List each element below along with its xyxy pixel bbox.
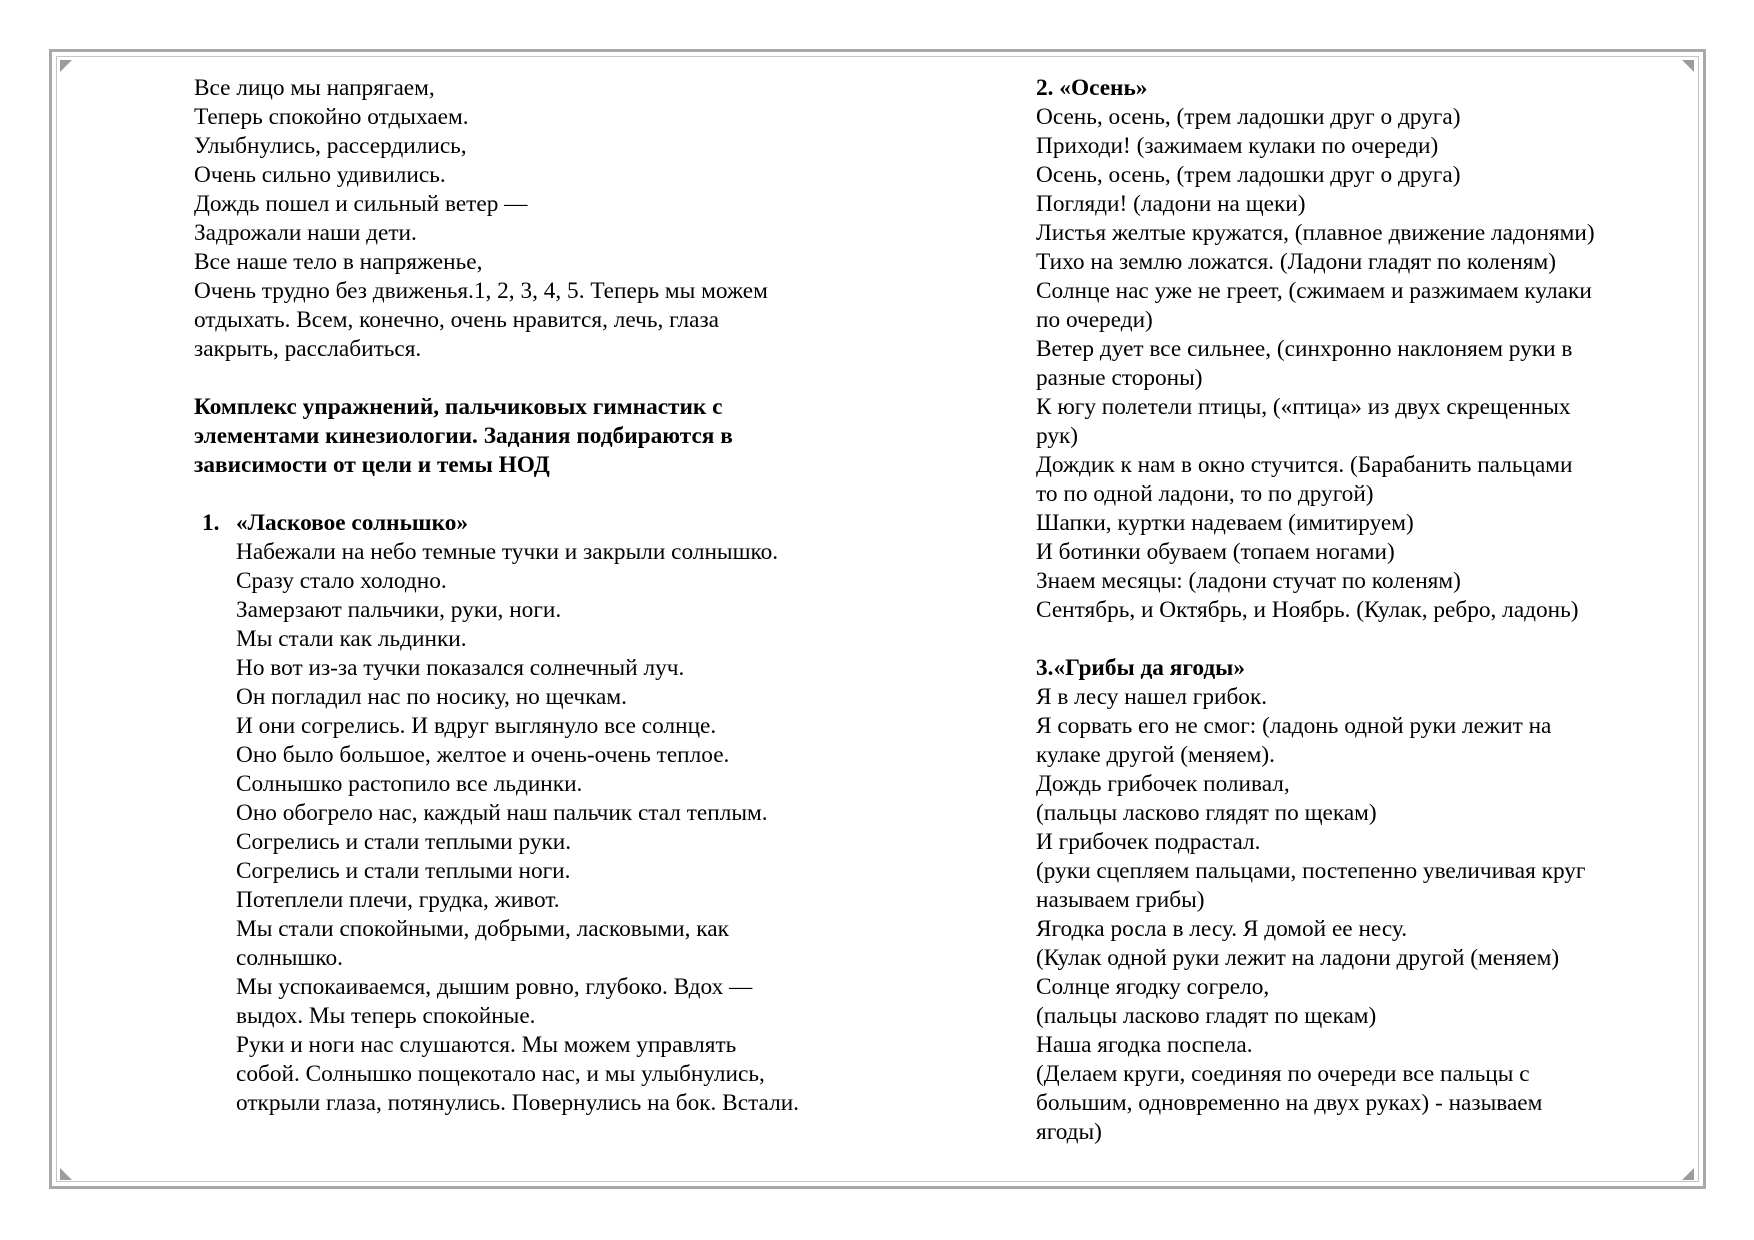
exercise-line: Наша ягодка поспела. [1036, 1032, 1253, 1058]
exercise-line: (пальцы ласково глядят по щекам) [1036, 800, 1377, 826]
right-column [1036, 74, 1595, 1147]
heading-line: элементами кинезиологии. Задания подбираются в [194, 423, 733, 449]
poem-line: Очень трудно без движенья.1, 2, 3, 4, 5. Теперь мы можем [194, 278, 768, 304]
exercise-line: Ягодка росла в лесу. Я домой ее несу. [1036, 916, 1408, 942]
exercise-line: Листья желтые кружатся, (плавное движение ладонями) [1036, 220, 1595, 246]
exercise-3 [1036, 654, 1595, 1147]
exercise-2 [1036, 74, 1595, 625]
exercise-line: И ботинки обуваем (топаем ногами) [1036, 539, 1395, 565]
frame-corner-ornament [1682, 60, 1694, 72]
exercise-line: солнышко. [236, 945, 343, 971]
exercise-line: Он погладил нас по носику, но щечкам. [236, 684, 627, 710]
poem-line: Очень сильно удивились. [194, 162, 446, 188]
exercise-line: Мы стали спокойными, добрыми, ласковыми, как [236, 916, 729, 942]
exercise-1 [194, 509, 799, 1118]
exercise-line: Сентябрь, и Октябрь, и Ноябрь. (Кулак, ребро, ладонь) [1036, 597, 1579, 623]
exercise-line: (Делаем круги, соединяя по очереди все пальцы с [1036, 1061, 1530, 1087]
exercise-line: Погляди! (ладони на щеки) [1036, 191, 1306, 217]
frame-corner-ornament [60, 1168, 72, 1180]
exercise-line: кулаке другой (меняем). [1036, 742, 1275, 768]
poem-line: Улыбнулись, рассердились, [194, 133, 467, 159]
relaxation-poem [194, 74, 799, 364]
left-column [194, 74, 799, 1118]
exercise-line: ягоды) [1036, 1119, 1102, 1145]
exercise-title: 3.«Грибы да ягоды» [1036, 655, 1245, 681]
exercise-line: выдох. Мы теперь спокойные. [236, 1003, 536, 1029]
exercise-line: И грибочек подрастал. [1036, 829, 1261, 855]
exercise-title: 2. «Осень» [1036, 75, 1148, 101]
exercise-line: Мы успокаиваемся, дышим ровно, глубоко. Вдох — [236, 974, 753, 1000]
poem-line: Все наше тело в напряженье, [194, 249, 483, 275]
exercise-line: Приходи! (зажимаем кулаки по очереди) [1036, 133, 1439, 159]
exercise-line: Дождь грибочек поливал, [1036, 771, 1290, 797]
exercise-line: Осень, осень, (трем ладошки друг о друга) [1036, 104, 1461, 130]
exercise-line: Я в лесу нашел грибок. [1036, 684, 1268, 710]
heading-line: Комплекс упражнений, пальчиковых гимнастик с [194, 394, 723, 420]
heading-line: зависимости от цели и темы НОД [194, 452, 550, 478]
exercise-number: 1. [202, 510, 220, 536]
exercise-line: Сразу стало холодно. [236, 568, 447, 594]
exercise-line: И они согрелись. И вдруг выглянуло все солнце. [236, 713, 717, 739]
section-heading [194, 393, 799, 480]
poem-line: отдыхать. Всем, конечно, очень нравится, лечь, глаза [194, 307, 720, 333]
exercise-line: Осень, осень, (трем ладошки друг о друга) [1036, 162, 1461, 188]
frame-corner-ornament [1682, 1168, 1694, 1180]
exercise-line: большим, одновременно на двух руках) - называем [1036, 1090, 1543, 1116]
exercise-line: то по одной ладони, то по другой) [1036, 481, 1374, 507]
exercise-line: разные стороны) [1036, 365, 1203, 391]
exercise-line: называем грибы) [1036, 887, 1205, 913]
exercise-line: собой. Солнышко пощекотало нас, и мы улыбнулись, [236, 1061, 765, 1087]
exercise-title: «Ласковое солньшко» [236, 510, 468, 536]
exercise-line: открыли глаза, потянулись. Повернулись на бок. Встали. [236, 1090, 799, 1116]
exercise-line: (Кулак одной руки лежит на ладони другой (меняем) [1036, 945, 1560, 971]
poem-line: Дождь пошел и сильный ветер — [194, 191, 528, 217]
exercise-line: Тихо на землю ложатся. (Ладони гладят по коленям) [1036, 249, 1556, 275]
exercise-line: Шапки, куртки надеваем (имитируем) [1036, 510, 1414, 536]
exercise-line: Оно обогрело нас, каждый наш пальчик стал теплым. [236, 800, 768, 826]
exercise-line: (пальцы ласково гладят по щекам) [1036, 1003, 1377, 1029]
exercise-line: Руки и ноги нас слушаются. Мы можем управлять [236, 1032, 737, 1058]
exercise-line: Знаем месяцы: (ладони стучат по коленям) [1036, 568, 1461, 594]
exercise-line: Мы стали как льдинки. [236, 626, 467, 652]
exercise-line: Согрелись и стали теплыми руки. [236, 829, 572, 855]
poem-line: Теперь спокойно отдыхаем. [194, 104, 469, 130]
exercise-line: (руки сцепляем пальцами, постепенно увеличивая круг [1036, 858, 1586, 884]
exercise-line: Дождик к нам в окно стучится. (Барабанить пальцами [1036, 452, 1573, 478]
exercise-line: Солнце нас уже не греет, (сжимаем и разжимаем кулаки [1036, 278, 1592, 304]
exercise-line: Солнышко растопило все льдинки. [236, 771, 583, 797]
poem-line: Все лицо мы напрягаем, [194, 75, 435, 101]
exercise-line: К югу полетели птицы, («птица» из двух скрещенных [1036, 394, 1571, 420]
exercise-line: Потеплели плечи, грудка, живот. [236, 887, 560, 913]
exercise-line: Оно было большое, желтое и очень-очень теплое. [236, 742, 730, 768]
exercise-line: Я сорвать его не смог: (ладонь одной руки лежит на [1036, 713, 1552, 739]
exercise-line: Солнце ягодку согрело, [1036, 974, 1270, 1000]
exercise-line: Набежали на небо темные тучки и закрыли солнышко. [236, 539, 779, 565]
exercise-line: по очереди) [1036, 307, 1153, 333]
exercise-line: Согрелись и стали теплыми ноги. [236, 858, 571, 884]
poem-line: закрыть, расслабиться. [194, 336, 422, 362]
exercise-line: Ветер дует все сильнее, (синхронно наклоняем руки в [1036, 336, 1573, 362]
poem-line: Задрожали наши дети. [194, 220, 417, 246]
exercise-line: Но вот из-за тучки показался солнечный луч. [236, 655, 685, 681]
frame-corner-ornament [60, 60, 72, 72]
exercise-line: рук) [1036, 423, 1079, 449]
exercise-line: Замерзают пальчики, руки, ноги. [236, 597, 562, 623]
